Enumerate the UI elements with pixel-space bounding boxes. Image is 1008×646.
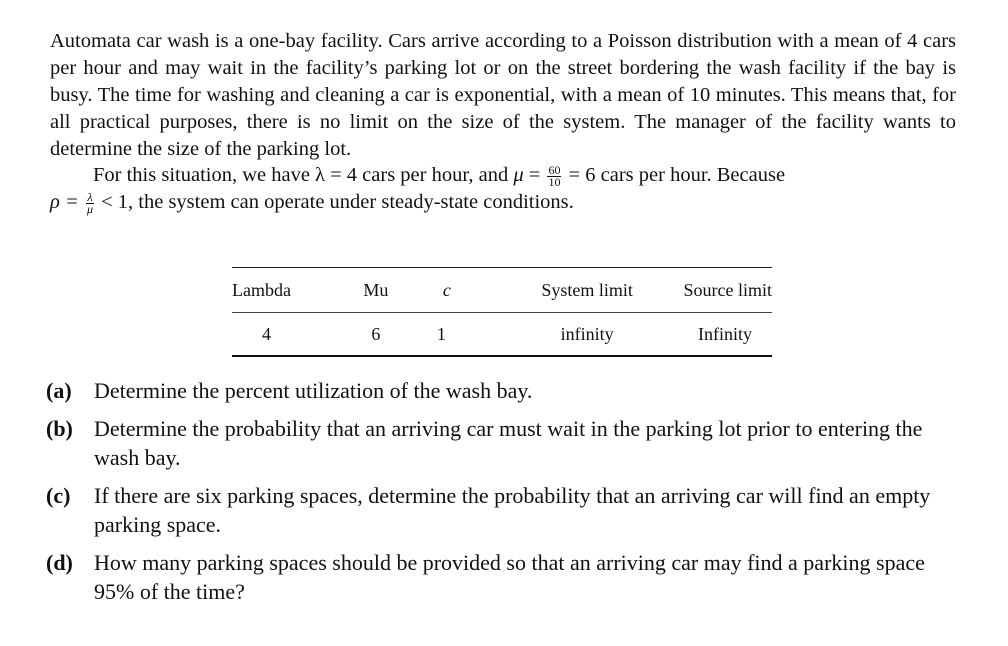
problem-statement	[50, 28, 956, 163]
rho-numerator: λ	[87, 189, 93, 204]
part-a-label: (a)	[46, 378, 72, 403]
part-c-text: If there are six parking spaces, determine the probability that an arriving car will find an empty parking space.	[94, 483, 931, 537]
header-c: c	[429, 268, 537, 313]
problem-paragraph: Automata car wash is a one-bay facility. Cars arrive according to a Poisson distribution with a mean of 4 cars per hour and may wait in the facility’s parking lot or on the street bordering the wash facility if the bay is busy. The time for washing and cleaning a car is exponential, with a mean of 10 minutes. This means that, for all practical purposes, there is no limit on the size of the system. The manager of the facility wants to determine the size of the parking lot.	[50, 30, 956, 160]
steady-state-paragraph	[50, 162, 956, 216]
cell-c: 1	[429, 313, 537, 357]
rho-fraction	[86, 189, 94, 216]
rho-denominator: μ	[86, 201, 93, 216]
header-mu: Mu	[323, 268, 429, 313]
part-c	[46, 481, 956, 539]
table-row	[232, 313, 772, 357]
part-a-text: Determine the percent utilization of the wash bay.	[94, 378, 533, 403]
header-source-limit: Source limit	[637, 268, 772, 313]
cell-mu: 6	[323, 313, 429, 357]
parameters-table	[232, 267, 772, 357]
part-b-text: Determine the probability that an arriving car must wait in the parking lot prior to entering the wash bay.	[94, 416, 923, 470]
part-c-label: (c)	[46, 483, 71, 508]
rho-line	[50, 189, 956, 216]
part-a	[46, 376, 956, 405]
cell-source-limit: Infinity	[637, 313, 772, 357]
part-b-label: (b)	[46, 416, 73, 441]
rho-prefix: ρ =	[50, 191, 84, 213]
header-system-limit: System limit	[537, 268, 637, 313]
mu-denominator: 10	[548, 174, 561, 189]
queue-parameters-table	[232, 267, 772, 357]
rates-text-end: = 6 cars per hour. Because	[563, 164, 786, 186]
equals-sign: =	[523, 164, 546, 186]
mu-symbol: μ	[513, 164, 524, 186]
mu-numerator: 60	[548, 162, 561, 177]
rates-text-start: For this situation, we have λ = 4 cars per hour, and	[93, 164, 514, 186]
cell-lambda: 4	[232, 313, 323, 357]
table-header-row	[232, 268, 772, 313]
rho-text-end: < 1, the system can operate under steady-state conditions.	[95, 191, 574, 213]
cell-system-limit: infinity	[537, 313, 637, 357]
mu-fraction	[547, 162, 561, 189]
part-d-label: (d)	[46, 550, 73, 575]
header-lambda: Lambda	[232, 268, 323, 313]
part-d-text: How many parking spaces should be provided so that an arriving car may find a parking space 95% of the time?	[94, 550, 925, 604]
question-parts	[46, 376, 956, 615]
part-b	[46, 414, 956, 472]
part-d	[46, 548, 956, 606]
rates-line	[50, 162, 956, 189]
